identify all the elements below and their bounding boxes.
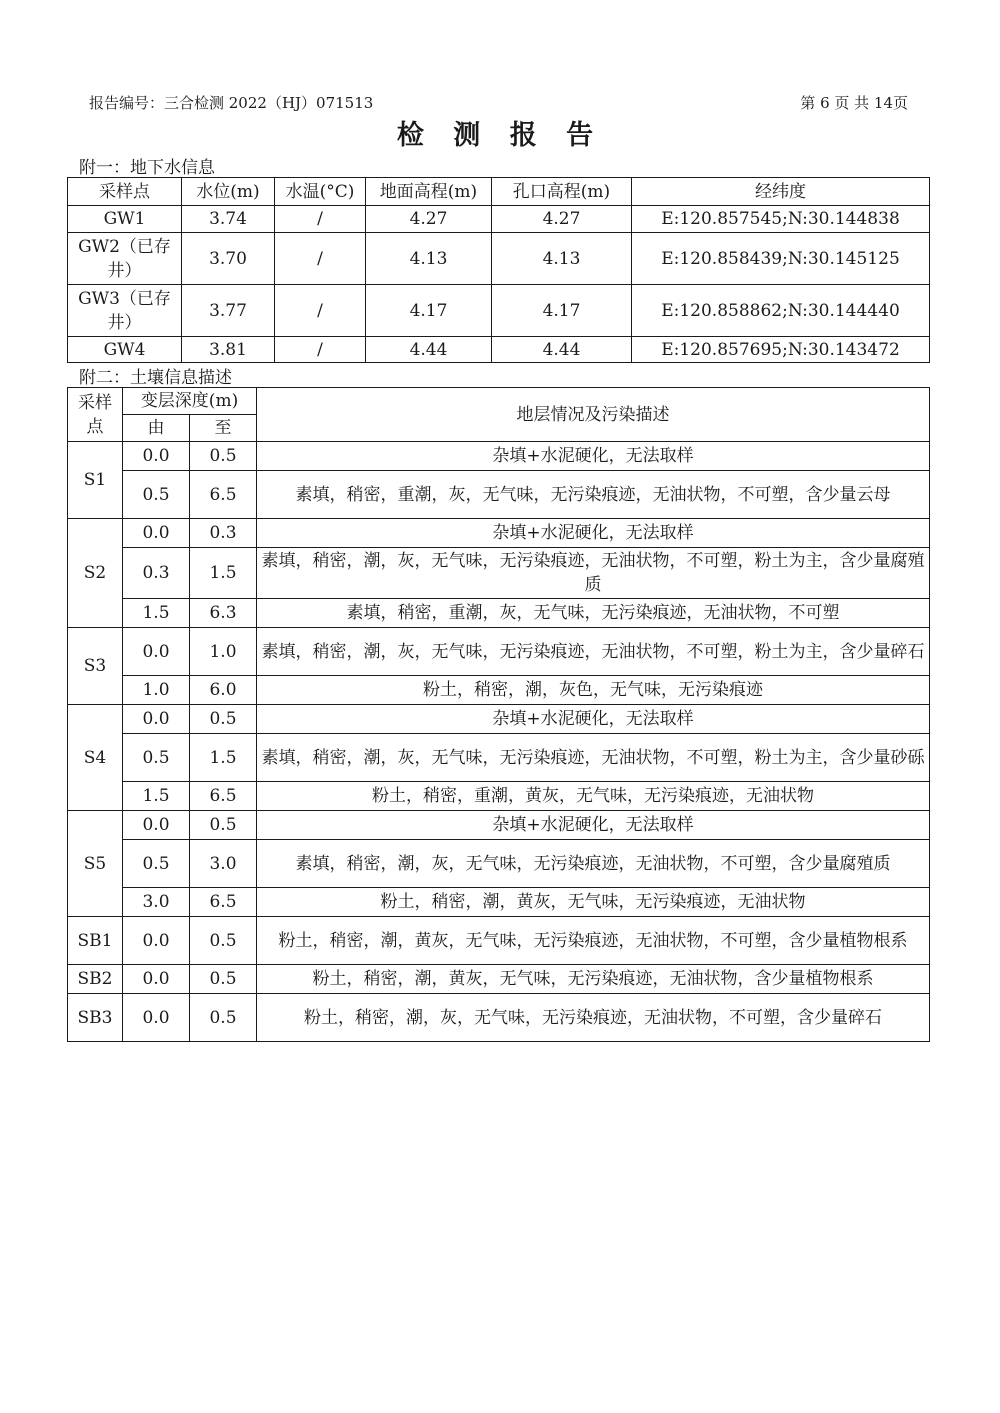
depth-to-cell: 3.0 [190,840,257,888]
page-info: 第 6 页 共 14页 [800,94,908,112]
description-cell: 粉土，稍密，潮，灰色，无气味，无污染痕迹 [257,676,930,705]
table-row [68,548,930,599]
groundwater-section-title: 附一：地下水信息 [79,158,215,178]
depth-to-cell: 6.5 [190,782,257,811]
table-cell: 4.44 [492,337,632,363]
description-cell: 素填，稍密，潮，灰，无气味，无污染痕迹，无油状物，不可塑，含少量腐殖质 [257,840,930,888]
table-row [68,599,930,628]
table-cell: 4.13 [492,233,632,285]
column-header-depth: 变层深度(m) [123,388,257,415]
table-cell: 3.70 [182,233,275,285]
description-cell: 杂填+水泥硬化，无法取样 [257,705,930,734]
depth-to-cell: 6.3 [190,599,257,628]
table-row [68,337,930,363]
column-header: 水温(°C) [275,178,366,206]
table-cell: E:120.858439;N:30.145125 [632,233,930,285]
column-header: 经纬度 [632,178,930,206]
column-header: 水位(m) [182,178,275,206]
description-cell: 素填，稍密，潮，灰，无气味，无污染痕迹，无油状物，不可塑，粉土为主，含少量砂砾 [257,734,930,782]
description-cell: 粉土，稍密，潮，黄灰，无气味，无污染痕迹，无油状物，含少量植物根系 [257,965,930,994]
table-row [68,519,930,548]
table-cell: E:120.858862;N:30.144440 [632,285,930,337]
page-title: 检 测 报 告 [396,120,604,151]
sample-point-cell: S3 [68,628,123,705]
table-row [68,471,930,519]
description-cell: 杂填+水泥硬化，无法取样 [257,811,930,840]
depth-to-cell: 0.5 [190,811,257,840]
depth-from-cell: 0.0 [123,519,190,548]
table-cell: 4.27 [492,206,632,233]
table-row [68,734,930,782]
table-cell: 4.27 [366,206,492,233]
column-header: 地面高程(m) [366,178,492,206]
sample-point-cell: SB3 [68,994,123,1042]
table-cell: 4.44 [366,337,492,363]
table-cell: GW1 [68,206,182,233]
depth-from-cell: 0.0 [123,628,190,676]
depth-to-cell: 6.5 [190,471,257,519]
table-row [68,965,930,994]
depth-from-cell: 0.3 [123,548,190,599]
table-cell: GW2（已存井） [68,233,182,285]
table-row [68,285,930,337]
table-row [68,206,930,233]
table-row [68,888,930,917]
depth-from-cell: 0.5 [123,471,190,519]
table-cell: E:120.857695;N:30.143472 [632,337,930,363]
depth-from-cell: 0.0 [123,994,190,1042]
table-cell: / [275,233,366,285]
table-row [68,782,930,811]
table-cell: / [275,206,366,233]
table-cell: GW4 [68,337,182,363]
column-header: 孔口高程(m) [492,178,632,206]
description-cell: 粉土，稍密，重潮，黄灰，无气味，无污染痕迹，无油状物 [257,782,930,811]
depth-to-cell: 0.5 [190,705,257,734]
depth-from-cell: 3.0 [123,888,190,917]
description-cell: 粉土，稍密，潮，黄灰，无气味，无污染痕迹，无油状物，不可塑，含少量植物根系 [257,917,930,965]
description-cell: 杂填+水泥硬化，无法取样 [257,442,930,471]
table-cell: / [275,285,366,337]
table-cell: 4.17 [492,285,632,337]
column-header-point: 采样点 [68,388,123,442]
depth-from-cell: 0.0 [123,811,190,840]
depth-to-cell: 0.5 [190,965,257,994]
description-cell: 素填，稍密，潮，灰，无气味，无污染痕迹，无油状物，不可塑，粉土为主，含少量腐殖质 [257,548,930,599]
depth-from-cell: 0.5 [123,734,190,782]
depth-to-cell: 0.5 [190,442,257,471]
depth-to-cell: 0.5 [190,917,257,965]
table-row [68,705,930,734]
groundwater-table [67,177,930,363]
description-cell: 素填，稍密，重潮，灰，无气味，无污染痕迹，无油状物，不可塑 [257,599,930,628]
depth-to-cell: 1.0 [190,628,257,676]
depth-from-cell: 0.0 [123,917,190,965]
depth-from-cell: 0.0 [123,965,190,994]
column-header-description: 地层情况及污染描述 [257,388,930,442]
column-header: 采样点 [68,178,182,206]
table-row [68,840,930,888]
depth-from-cell: 0.0 [123,442,190,471]
table-row [68,233,930,285]
sample-point-cell: S1 [68,442,123,519]
table-row [68,628,930,676]
soil-table [67,387,930,1042]
column-header-from: 由 [123,415,190,442]
sample-point-cell: S2 [68,519,123,628]
depth-from-cell: 1.0 [123,676,190,705]
sample-point-cell: S4 [68,705,123,811]
depth-to-cell: 1.5 [190,734,257,782]
depth-to-cell: 0.3 [190,519,257,548]
table-header-row [68,178,930,206]
table-row [68,994,930,1042]
table-cell: 3.81 [182,337,275,363]
table-header-row [68,388,930,415]
description-cell: 粉土，稍密，潮，黄灰，无气味，无污染痕迹，无油状物 [257,888,930,917]
table-cell: GW3（已存井） [68,285,182,337]
description-cell: 杂填+水泥硬化，无法取样 [257,519,930,548]
column-header-to: 至 [190,415,257,442]
sample-point-cell: S5 [68,811,123,917]
table-cell: 3.74 [182,206,275,233]
sample-point-cell: SB1 [68,917,123,965]
depth-to-cell: 0.5 [190,994,257,1042]
sample-point-cell: SB2 [68,965,123,994]
description-cell: 粉土，稍密，潮，灰，无气味，无污染痕迹，无油状物，不可塑，含少量碎石 [257,994,930,1042]
table-row [68,442,930,471]
table-row [68,811,930,840]
depth-to-cell: 6.5 [190,888,257,917]
table-row [68,917,930,965]
table-cell: E:120.857545;N:30.144838 [632,206,930,233]
table-cell: 4.17 [366,285,492,337]
depth-to-cell: 1.5 [190,548,257,599]
table-cell: 4.13 [366,233,492,285]
report-number: 报告编号：三合检测 2022（HJ）071513 [89,94,374,112]
depth-to-cell: 6.0 [190,676,257,705]
depth-from-cell: 1.5 [123,599,190,628]
depth-from-cell: 1.5 [123,782,190,811]
depth-from-cell: 0.0 [123,705,190,734]
table-cell: / [275,337,366,363]
table-row [68,676,930,705]
soil-section-title: 附二：土壤信息描述 [79,368,232,388]
table-cell: 3.77 [182,285,275,337]
description-cell: 素填，稍密，重潮，灰，无气味，无污染痕迹，无油状物，不可塑，含少量云母 [257,471,930,519]
depth-from-cell: 0.5 [123,840,190,888]
soil-table-body [68,442,930,1042]
description-cell: 素填，稍密，潮，灰，无气味，无污染痕迹，无油状物，不可塑，粉土为主，含少量碎石 [257,628,930,676]
